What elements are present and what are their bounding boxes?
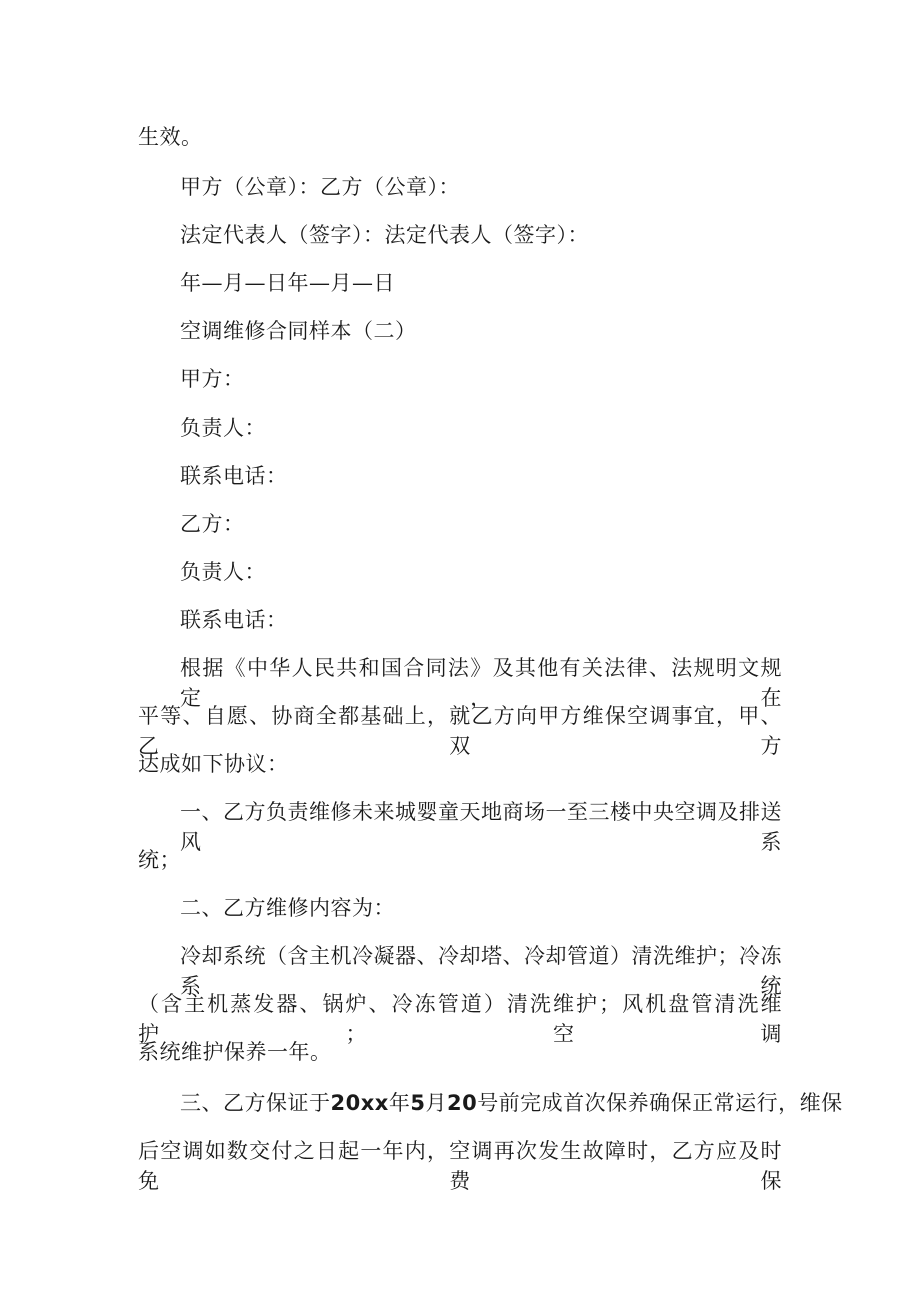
paragraph-line: 根据《中华人民共和国合同法》及其他有关法律、法规明文规定，在 <box>180 656 782 710</box>
clause-line: 冷却系统（含主机冷凝器、冷却塔、冷却管道）清洗维护；冷冻系统 <box>180 944 782 998</box>
clause-line: 统； <box>138 848 181 872</box>
clause-text: 年 <box>388 1091 411 1115</box>
year-value: 20xx <box>330 1091 389 1115</box>
party-b-contact-person: 负责人： <box>180 560 266 584</box>
party-b-label: 乙方： <box>180 512 245 536</box>
clause-line: （含主机蒸发器、锅炉、冷冻管道）清洗维护；风机盘管清洗维护；空调 <box>138 992 782 1046</box>
party-a-contact-person: 负责人： <box>180 416 266 440</box>
party-b-phone: 联系电话： <box>180 608 288 632</box>
day-value: 20 <box>446 1091 478 1115</box>
paragraph-line: 达成如下协议： <box>138 752 289 776</box>
party-a-phone: 联系电话： <box>180 464 288 488</box>
clause-line: 一、乙方负责维修未来城婴童天地商场一至三楼中央空调及排送风系 <box>180 800 782 854</box>
clause-line: 系统维护保养一年。 <box>138 1040 332 1064</box>
month-value: 5 <box>410 1091 426 1115</box>
party-a-label: 甲方： <box>180 367 245 391</box>
clause-line <box>180 1088 843 1118</box>
clause-text: 三、乙方保证于 <box>180 1091 331 1115</box>
clause-line: 二、乙方维修内容为： <box>180 896 395 920</box>
legal-representative-line: 法定代表人（签字）：法定代表人（签字）： <box>180 223 589 247</box>
date-line: 年—月—日年—月—日 <box>180 271 395 295</box>
paragraph-line: 生效。 <box>138 125 203 149</box>
paragraph-line: 平等、自愿、协商全都基础上，就乙方向甲方维保空调事宜，甲、乙双方 <box>138 704 782 758</box>
clause-text: 号前完成首次保养确保正常运行，维保 <box>477 1091 843 1115</box>
party-seal-line: 甲方（公章）：乙方（公章）： <box>180 175 460 199</box>
clause-text: 月 <box>425 1091 447 1115</box>
clause-line: 后空调如数交付之日起一年内，空调再次发生故障时，乙方应及时免费保 <box>138 1139 782 1193</box>
section-title: 空调维修合同样本（二） <box>180 319 417 343</box>
